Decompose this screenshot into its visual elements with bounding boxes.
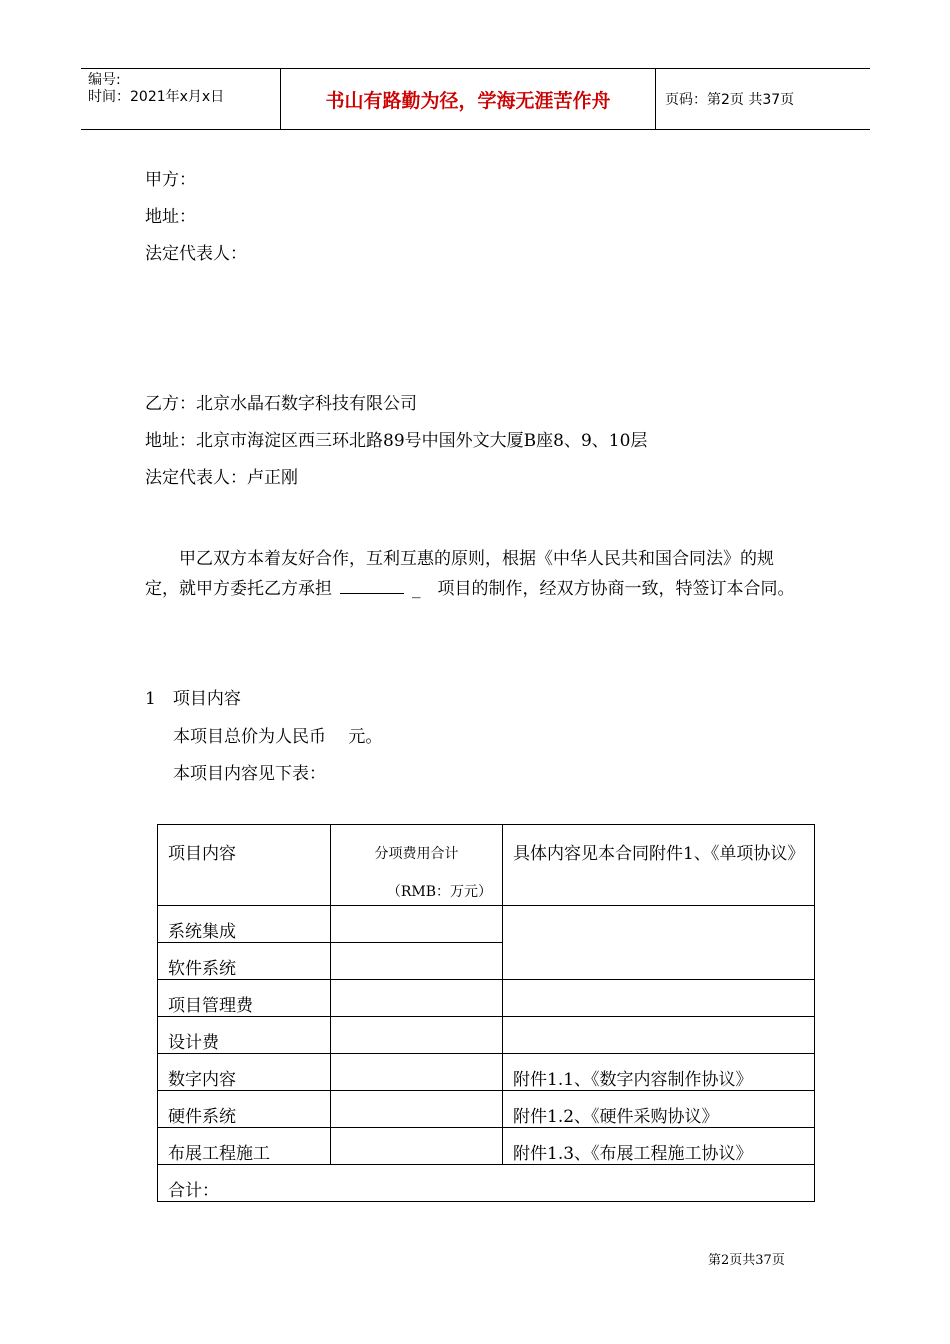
party-a-representative: 法定代表人： [145, 244, 247, 264]
party-b-name: 乙方：北京水晶石数字科技有限公司 [145, 394, 417, 414]
item-cell: 项目管理费 [158, 980, 331, 1017]
header-cost-unit: （RMB：万元） [386, 884, 492, 900]
party-b-address: 地址：北京市海淀区西三环北路89号中国外文大厦B座8、9、10层 [145, 431, 648, 451]
page-header [81, 68, 870, 130]
table-row [158, 1128, 815, 1165]
items-table [157, 824, 815, 1202]
header-cost-cell [331, 825, 503, 906]
item-cell: 设计费 [158, 1017, 331, 1054]
intro-paragraph [145, 544, 805, 604]
intro-text-1: 甲乙双方本着友好合作，互利互惠的原则，根据《中华人民共和国合同法》的规定，就甲方委托乙方承担 [145, 549, 774, 599]
document-number: 编号: [88, 72, 121, 88]
total-price-line: 本项目总价为人民币 元。 [173, 727, 383, 747]
party-b-representative: 法定代表人：卢正刚 [145, 468, 298, 488]
cost-cell [331, 1128, 503, 1165]
note-cell: 附件1.1、《数字内容制作协议》 [503, 1054, 815, 1091]
item-cell: 硬件系统 [158, 1091, 331, 1128]
item-cell: 软件系统 [158, 943, 331, 980]
header-meta [81, 69, 281, 129]
table-row [158, 906, 815, 943]
table-row [158, 1091, 815, 1128]
note-cell [503, 906, 815, 980]
party-a-name: 甲方： [145, 170, 196, 190]
header-motto: 书山有路勤为径，学海无涯苦作舟 [281, 69, 656, 129]
section-heading: 1 项目内容 [145, 689, 241, 709]
cost-cell [331, 1017, 503, 1054]
cost-cell [331, 1091, 503, 1128]
party-a-address: 地址： [145, 207, 196, 227]
header-detail-cell [503, 825, 815, 906]
header-item-cell [158, 825, 331, 906]
note-cell [503, 1017, 815, 1054]
table-intro-line: 本项目内容见下表： [173, 764, 326, 784]
table-header-row [158, 825, 815, 906]
table-row [158, 1054, 815, 1091]
cost-cell [331, 943, 503, 980]
note-cell: 附件1.3、《布展工程施工协议》 [503, 1128, 815, 1165]
document-date: 时间：2021年x月x日 [88, 89, 225, 105]
header-cost-label: 分项费用合计 [374, 846, 459, 862]
note-cell: 附件1.2、《硬件采购协议》 [503, 1091, 815, 1128]
blank-suffix: _ [412, 579, 421, 599]
table-row [158, 980, 815, 1017]
project-name-blank [340, 575, 404, 594]
header-item-label: 项目内容 [168, 844, 236, 864]
table-total-row [158, 1165, 815, 1202]
header-detail-label: 具体内容见本合同附件1、《单项协议》 [513, 844, 805, 864]
table-row [158, 1017, 815, 1054]
cost-cell [331, 980, 503, 1017]
total-cell: 合计： [158, 1165, 815, 1202]
item-cell: 布展工程施工 [158, 1128, 331, 1165]
page-footer: 第2页共37页 [708, 1253, 785, 1268]
intro-text-2: 项目的制作，经双方协商一致，特签订本合同。 [437, 579, 795, 599]
item-cell: 系统集成 [158, 906, 331, 943]
cost-cell [331, 906, 503, 943]
cost-cell [331, 1054, 503, 1091]
item-cell: 数字内容 [158, 1054, 331, 1091]
header-page-info: 页码：第2页 共37页 [665, 92, 795, 108]
note-cell [503, 980, 815, 1017]
